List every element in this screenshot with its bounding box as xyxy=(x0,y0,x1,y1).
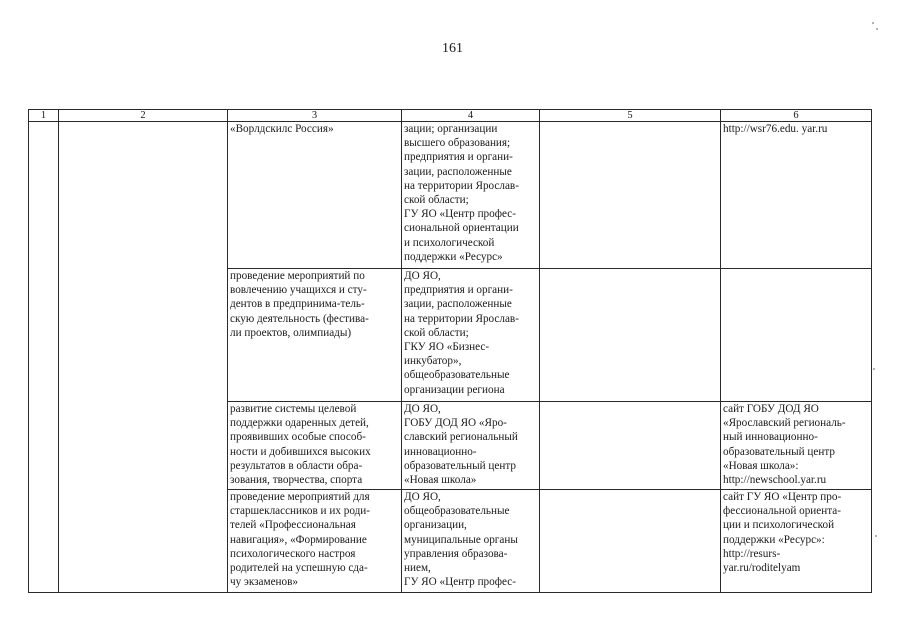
table-cell-col5 xyxy=(540,269,721,402)
table-cell-source: сайт ГОБУ ДОД ЯО «Ярославский региональ- ный инновационно- образовательный центр «Новая школа»: http://newschool.yar.ru xyxy=(721,402,872,490)
table-cell-activity: проведение мероприятий по вовлечению учащихся и сту- дентов в предпринима-тель- скую деятельность (фестива- ли проектов, олимпиады) xyxy=(228,269,402,402)
table-cell-col5 xyxy=(540,402,721,490)
scan-speck xyxy=(872,22,874,24)
scan-speck xyxy=(875,535,877,537)
table-cell-activity: развитие системы целевой поддержки одаренных детей, проявивших особые способ- ности и добившихся высоких результатов в области обра- зования, творчества, спорта xyxy=(228,402,402,490)
scan-speck xyxy=(876,28,878,30)
column-header-1: 1 xyxy=(29,110,59,122)
table-cell-executors: ДО ЯО, ГОБУ ДОД ЯО «Яро- славский региональный инновационно- образовательный центр «Новая школа» xyxy=(402,402,540,490)
table-cell-col5 xyxy=(540,122,721,269)
page-number: 161 xyxy=(442,41,463,56)
table-header-row xyxy=(29,110,872,122)
merged-cell-col1 xyxy=(29,122,59,593)
scan-speck xyxy=(873,368,875,370)
table-cell-executors: ДО ЯО, общеобразовательные организации, муниципальные органы управления образова- нием, ГУ ЯО «Центр профес- xyxy=(402,490,540,593)
column-header-4: 4 xyxy=(402,110,540,122)
column-header-6: 6 xyxy=(721,110,872,122)
table-cell-source: сайт ГУ ЯО «Центр про- фессиональной ориента- ции и психологической поддержки «Ресурс»: http://resurs- yar.ru/roditelyam xyxy=(721,490,872,593)
document-table xyxy=(28,109,872,593)
table-cell-activity: «Ворлдскилс Россия» xyxy=(228,122,402,269)
column-header-2: 2 xyxy=(59,110,228,122)
table-cell-executors: ДО ЯО, предприятия и органи- зации, расположенные на территории Ярослав- ской области; ГКУ ЯО «Бизнес- инкубатор», общеобразовательные организации региона xyxy=(402,269,540,402)
table-cell-source xyxy=(721,269,872,402)
column-header-3: 3 xyxy=(228,110,402,122)
table-cell-activity: проведение мероприятий для старшеклассников и их роди- телей «Профессиональная навигация», «Формирование психологического настроя родителей на успешную сда- чу экзаменов» xyxy=(228,490,402,593)
table-row xyxy=(29,122,872,269)
column-header-5: 5 xyxy=(540,110,721,122)
table-cell-executors: зации; организации высшего образования; предприятия и органи- зации, расположенные на территории Ярослав- ской области; ГУ ЯО «Центр профес- сиональной ориентации и психологической поддержки «Ресурс» xyxy=(402,122,540,269)
merged-cell-col2 xyxy=(59,122,228,593)
table-cell-col5 xyxy=(540,490,721,593)
table-cell-source: http://wsr76.edu. yar.ru xyxy=(721,122,872,269)
